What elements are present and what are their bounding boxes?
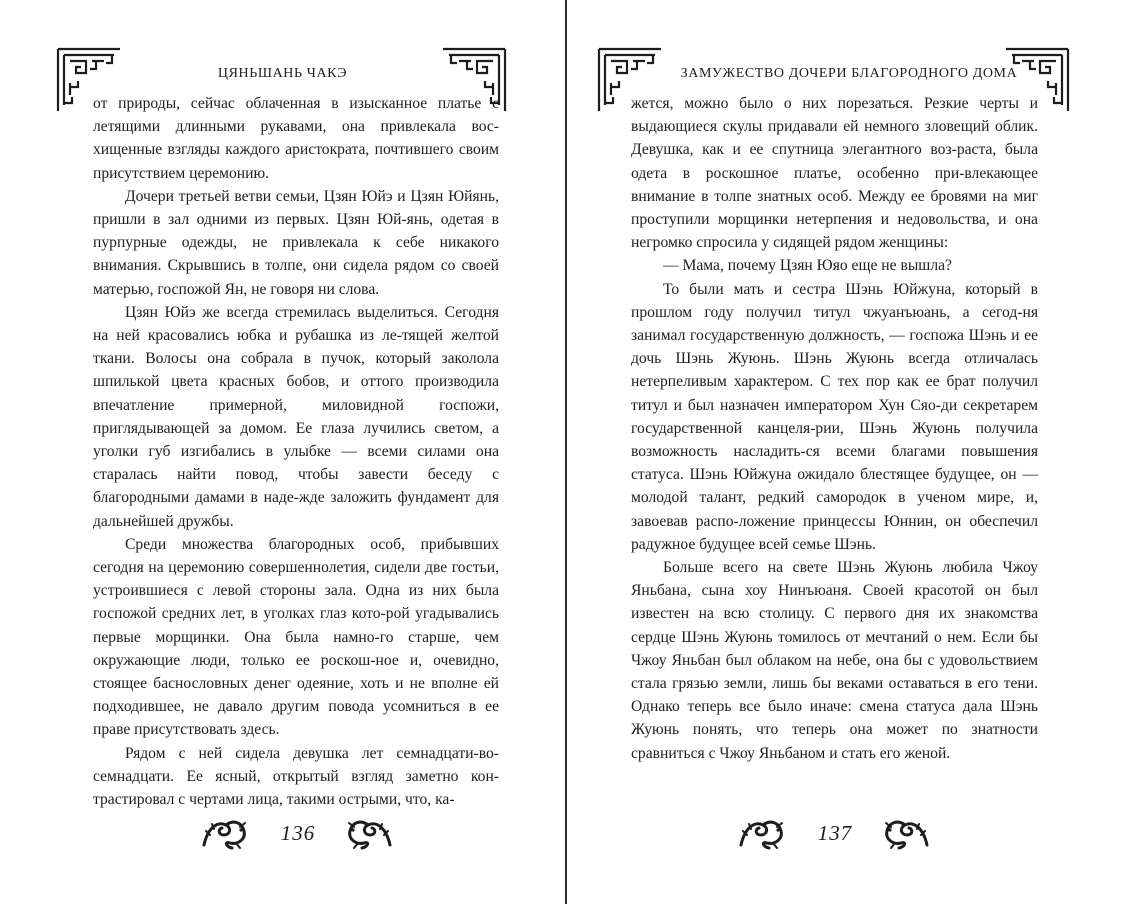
text-line: Юйянь, пришли в зал одними из первых. Цзян Юй-	[93, 187, 499, 229]
text-line: Шэнь и ее дочь Шэнь Жуюнь. Шэнь Жуюнь всегда	[631, 327, 1038, 368]
text-line: она может по знатности сравниться с Чжоу Яньбаном	[631, 721, 1038, 762]
running-head: ЦЯНЬШАНЬ ЧАКЭ	[217, 66, 348, 81]
text-line: ня занимал государственную должность, — госпожа	[631, 303, 1038, 345]
dragon-icon	[737, 817, 785, 851]
text-line: — Мама, почему Цзян Юяо еще не вышла?	[663, 257, 952, 275]
text-line: раста, была одета в роскошное платье, особенно при-	[631, 141, 1038, 182]
text-line: ное и, очевидно, стоящее баснословных денег одеяние,	[93, 651, 499, 693]
text-line: Хун Сяо-ди секретарем государственной канцеля-	[631, 396, 1039, 437]
text-line: трастировал с чертами лица, такими острыми, что, ка-	[93, 791, 455, 809]
left-page	[0, 0, 565, 904]
text-line: сердце Шэнь Жуюнь томилось от мечтаний о нем.	[631, 628, 982, 646]
dragon-icon	[346, 817, 394, 851]
body-text	[93, 92, 499, 811]
text-line: Рядом с ней сидела девушка лет семнадцати-во-	[125, 744, 499, 762]
text-line: рой угадывались первые морщинки. Она была намно-	[93, 605, 499, 646]
text-line: и стать его женой.	[829, 744, 951, 762]
text-line: влекающее внимание в толпе знатных особ. Между ее	[631, 164, 1038, 205]
text-line: выдающиеся скулы придавали ей немного зловещий	[631, 118, 996, 136]
text-line: ее брат получил титул и был назначен императором	[631, 373, 1038, 414]
text-line: хищенные взгляды каждого аристократа, почтившего	[93, 141, 459, 159]
text-line: Цзян Юйэ же всегда стремилась выделиться.	[125, 303, 445, 321]
page-number: 136	[280, 821, 316, 845]
text-line: Сегодня на ней красовались юбка и рубашка из ле-	[93, 303, 499, 345]
text-line: них была госпожой средних лет, в уголках глаз кото-	[93, 582, 499, 623]
paragraph	[93, 301, 499, 533]
text-line: в прошлом году получил титул чжуанъюань, а сегод-	[631, 280, 1038, 321]
text-line: миловидной госпожи, приглядывающей за домом.	[93, 396, 499, 437]
paragraph	[93, 92, 499, 185]
text-line: го старше, чем окружающие люди, только ее роскош-	[93, 628, 499, 669]
text-line: чтобы завести беседу с благородными дамами в наде-	[93, 466, 499, 507]
running-head: ЗАМУЖЕСТВО ДОЧЕРИ БЛАГОРОДНОГО ДОМА	[680, 66, 1018, 81]
text-line: с удовольствием стала грязью земли, лишь бы веками	[631, 651, 1038, 693]
text-line: своим присутствием церемонию.	[93, 141, 499, 182]
text-line: с летящими длинными рукавами, она привлекала вос-	[93, 95, 499, 136]
text-line: То были мать и сестра Шэнь Юйжуна, который	[663, 280, 1031, 298]
dragon-icon	[883, 817, 931, 851]
text-line: Дочери третьей ветви семьи, Цзян Юйэ и Цзян	[125, 187, 449, 205]
paragraph	[631, 254, 1038, 277]
paragraph	[93, 742, 499, 812]
text-line: хоть и не вполне ей подходившее, не давало другим	[93, 675, 499, 716]
text-line: тящей желтой ткани. Волосы она собрала в пучок,	[93, 327, 499, 368]
text-line: ожидало блестящее будущее, он — молодой талант,	[631, 466, 1038, 507]
text-line: будущее всей семье Шэнь.	[699, 535, 876, 553]
text-line: ся всеми благами повышения статуса. Шэнь Юйжуна	[631, 443, 1039, 484]
text-line: рядом женщины:	[834, 234, 949, 252]
text-line: гостьи, устроившиеся с левой стороны зала. Одна из	[93, 559, 499, 600]
paragraph	[93, 185, 499, 301]
page-footer	[737, 815, 937, 855]
text-line: жде заложить фундамент для дальнейшей дружбы.	[93, 489, 499, 530]
text-line: никакого внимания. Скрывшись в толпе, они сидела	[93, 234, 499, 275]
text-line: рядом со своей матерью, госпожой Ян, не говоря ни	[93, 257, 499, 298]
text-line: Среди множества благородных особ, прибывших	[125, 535, 499, 553]
right-page	[567, 0, 1131, 904]
text-line: отличалась нетерпеливым характером. С тех пор как	[631, 350, 1038, 391]
text-line: и оттого производила впечатление примерной,	[93, 373, 499, 414]
text-line: редкий самородок в ученом мире, и, завоевав распо-	[631, 489, 1038, 530]
text-line: Больше всего на свете Шэнь Жуюнь любила Чжоу	[663, 559, 1038, 577]
text-line: ложение принцессы Юннин, он обеспечил радужное	[631, 512, 1038, 553]
paragraph	[631, 92, 1038, 254]
text-line: от природы, сейчас облаченная в изысканное платье	[93, 95, 493, 112]
text-line: рии, Шэнь Жуюнь получила возможность насладить-	[631, 419, 1038, 461]
page-number: 137	[817, 821, 853, 845]
paragraph	[93, 533, 499, 742]
text-line: Яньбана, сына хоу Нинъюаня. Своей красотой он был	[631, 582, 1038, 600]
text-line: повода усомниться в ее праве присутствовать здесь.	[93, 698, 499, 739]
dragon-icon	[200, 817, 248, 851]
text-line: Если бы Чжоу Яньбан был облаком на небе, она бы	[631, 628, 1038, 669]
text-line: слова.	[338, 280, 380, 298]
text-line: в улыбке — всеми силами она старалась найти повод,	[93, 443, 499, 484]
text-line: жется, можно было о них порезаться. Резкие черты и	[631, 95, 1038, 112]
text-line: который заколола шпилькой цвета красных бобов,	[93, 350, 499, 391]
text-line: известен на всю столицу. С первого дня их знакомства	[631, 605, 1038, 623]
text-line: бровями на миг проступили морщинки нетерпения	[631, 187, 1038, 229]
text-line: янь, одетая в пурпурные одежды, не привлекала к себе	[93, 211, 499, 252]
text-line: смена статуса дала Шэнь Жуюнь понять, что теперь	[631, 698, 1038, 739]
text-line: Ее глаза лучились светом, а уголки губ изгибались	[93, 419, 500, 461]
text-line: облик. Девушка, как и ее спутница элегантного воз-	[631, 118, 1038, 159]
text-line: и недовольства, и она негромко спросила у сидящей	[631, 211, 1038, 252]
body-text	[631, 92, 1038, 765]
page-footer	[200, 815, 400, 855]
paragraph	[631, 278, 1038, 556]
text-line: семнадцати. Ее ясный, открытый взгляд заметно кон-	[93, 767, 499, 785]
paragraph	[631, 556, 1038, 765]
text-line: оставаться в его тени. Однако теперь все было иначе:	[631, 675, 1038, 716]
text-line: сегодня на церемонию совершеннолетия, сидели две	[93, 559, 452, 577]
